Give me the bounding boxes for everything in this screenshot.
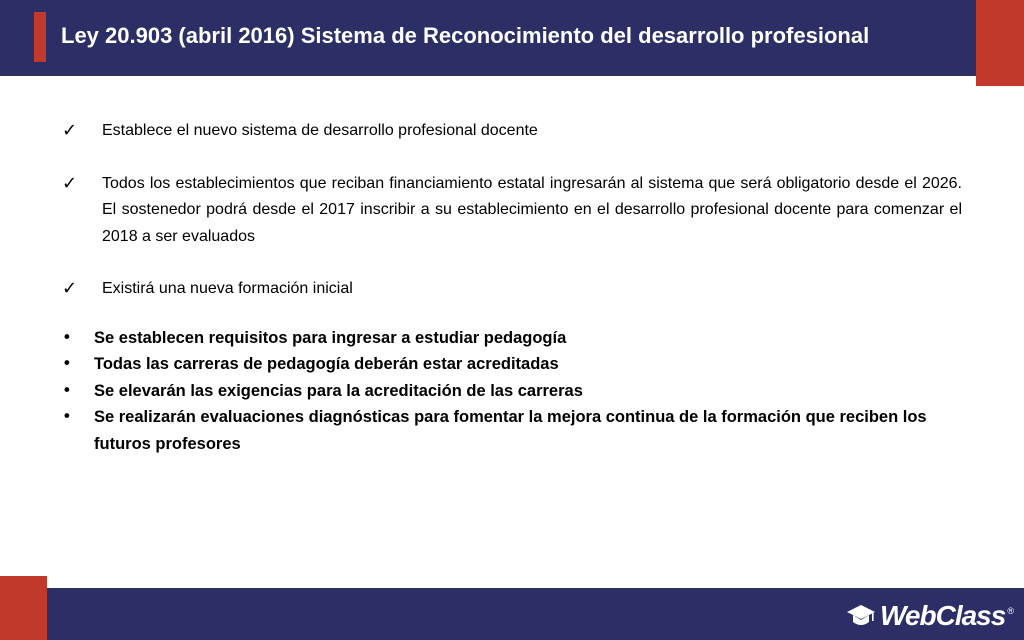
checklist-item	[62, 171, 962, 251]
header-accent-left	[34, 12, 46, 62]
bullet-item	[62, 404, 962, 457]
bullet-icon: •	[62, 380, 72, 400]
bullet-item	[62, 378, 962, 405]
slide-content	[62, 118, 962, 457]
checklist-item	[62, 118, 962, 145]
bullet-item-text: Todas las carreras de pedagogía deberán estar acreditadas	[94, 355, 559, 373]
bullet-item	[62, 325, 962, 352]
bullet-item-text: Se realizarán evaluaciones diagnósticas para fomentar la mejora continua de la formación que reciben los futuros profesores	[94, 408, 927, 453]
checklist-item	[62, 276, 962, 303]
bullet-item-text: Se elevarán las exigencias para la acreditación de las carreras	[94, 381, 583, 400]
bullet-icon: •	[62, 407, 72, 426]
bullet-item-text: Se establecen requisitos para ingresar a estudiar pedagogía	[94, 328, 567, 347]
footer-accent	[0, 576, 47, 640]
checkmark-icon: ✓	[62, 172, 78, 194]
bullet-icon: •	[62, 354, 72, 373]
checkmark-icon: ✓	[62, 278, 78, 299]
slide-title: Ley 20.903 (abril 2016) Sistema de Reconocimiento del desarrollo profesional	[61, 23, 870, 48]
logo-text: WebClass	[880, 600, 1006, 631]
checklist-item-text: Establece el nuevo sistema de desarrollo profesional docente	[102, 122, 538, 139]
registered-mark: ®	[1007, 606, 1014, 616]
graduation-cap-icon	[846, 603, 876, 629]
header-accent-right	[976, 0, 1024, 86]
checklist-item-text: Todos los establecimientos que reciban financiamiento estatal ingresarán al sistema que será obligatorio desde el 2026. El sostenedor podrá desde el 2017 inscribir a su establecimiento en el desarrollo profesional docente para comenzar el 2018 a ser evaluados	[102, 174, 962, 245]
bullet-icon: •	[62, 327, 72, 347]
checklist-item-text: Existirá una nueva formación inicial	[102, 280, 353, 297]
webclass-logo	[846, 598, 1014, 634]
bullet-item	[62, 351, 962, 378]
checkmark-icon: ✓	[62, 120, 78, 141]
